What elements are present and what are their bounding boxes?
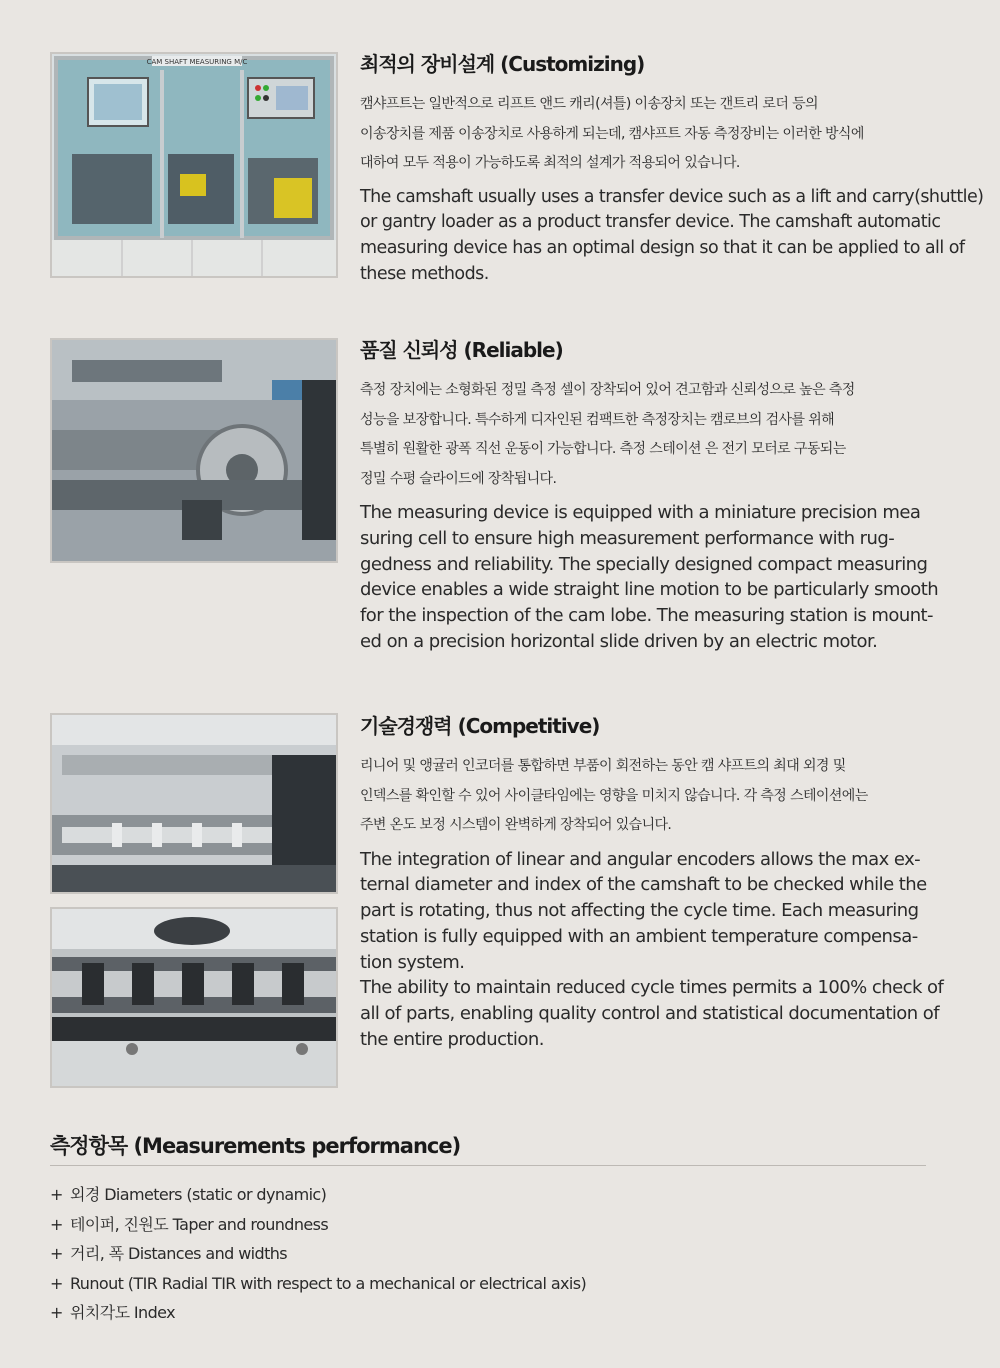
plus-icon: + [50,1273,63,1293]
plus-icon: + [50,1244,63,1263]
english-line: The camshaft usually uses a transfer device such as a lift and carry(shuttle) [360,186,984,207]
english-line: ed on a precision horizontal slide driven by an electric motor. [360,630,878,652]
korean-line: 이송장치를 제품 이송장치로 사용하게 되는데, 캠샤프트 자동 측정장비는 이러한 방식에 [360,125,864,142]
korean-line: 성능을 보장합니다. 특수하게 디자인된 컴팩트한 측정장치는 캠로브의 검사를 위해 [360,411,835,428]
english-line: all of parts, enabling quality control and statistical documentation of [360,1003,940,1025]
camshaft-image [52,909,336,1086]
english-line: these methods. [360,263,489,284]
english-line: or gantry loader as a product transfer device. The camshaft automatic [360,212,941,233]
encoder-photo [50,713,338,894]
english-line: measuring device has an optimal design so that it can be applied to all of [360,238,965,259]
korean-line: 정밀 수평 슬라이드에 장착됩니다. [360,470,557,487]
korean-line: 인덱스를 확인할 수 있어 사이클타임에는 영향을 미치지 않습니다. 각 측정 스테이션에는 [360,787,868,804]
korean-line: 특별히 원활한 광폭 직선 운동이 가능합니다. 측정 스테이션 은 전기 모터로 구동되는 [360,441,846,457]
korean-line: 대하여 모두 적용이 가능하도록 최적의 설계가 적용되어 있습니다. [360,155,740,171]
english-line: The measuring device is equipped with a miniature precision mea [360,502,921,523]
korean-description [360,752,952,841]
list-item: + 거리, 폭 Distances and widths [50,1239,586,1269]
english-description [360,185,984,288]
english-line: for the inspection of the cam lobe. The measuring station is mount- [360,605,934,627]
measuring-cell-photo [50,338,338,563]
korean-line: 주변 온도 보정 시스템이 완벽하게 장착되어 있습니다. [360,817,672,833]
english-line: The integration of linear and angular encoders allows the max ex- [360,848,921,870]
plus-icon: + [50,1185,63,1204]
camshaft-photo [50,907,338,1088]
english-line: ternal diameter and index of the camshaft to be checked while the [360,874,927,896]
divider [50,1165,926,1166]
section-heading: 기술경쟁력 (Competitive) [360,714,600,738]
english-line: part is rotating, thus not affecting the cycle time. Each measuring [360,900,919,922]
list-item: + 위치각도 Index [50,1298,586,1328]
list-item: + Runout (TIR Radial TIR with respect to a mechanical or electrical axis) [50,1269,586,1299]
list-item: + 외경 Diameters (static or dynamic) [50,1180,586,1210]
english-line: tion system. [360,951,465,973]
english-description [360,847,952,1053]
measurements-list [50,1180,586,1328]
english-description [360,500,952,655]
section-heading: 품질 신뢰성 (Reliable) [360,338,563,362]
english-line: The ability to maintain reduced cycle times permits a 100% check of [360,977,944,999]
measuring-cell-image [52,340,336,561]
korean-line: 캠샤프트는 일반적으로 리프트 앤드 캐리(셔틀) 이송장치 또는 갠트리 로더 등의 [360,96,818,112]
plus-icon: + [50,1303,63,1322]
korean-line: 측정 장치에는 소형화된 정밀 측정 셀이 장착되어 있어 견고함과 신뢰성으로 높은 측정 [360,382,855,398]
machine-photo [50,52,338,278]
english-line: station is fully equipped with an ambient temperature compensa- [360,925,918,947]
machine-label: CAM SHAFT MEASURING M/C [146,58,248,66]
list-item: + 테이퍼, 진원도 Taper and roundness [50,1210,586,1240]
encoder-image [52,715,336,892]
korean-description [360,376,952,494]
english-line: suring cell to ensure high measurement performance with rug- [360,527,895,549]
plus-icon: + [50,1214,63,1234]
korean-description [360,90,952,179]
english-line: gedness and reliability. The specially designed compact measuring [360,553,928,575]
measurements-title: 측정항목 (Measurements performance) [50,1134,461,1158]
camshaft-machine-image [52,54,336,276]
english-line: device enables a wide straight line motion to be particularly smooth [360,579,939,601]
english-line: the entire production. [360,1029,544,1051]
korean-line: 리니어 및 앵귤러 인코더를 통합하면 부품이 회전하는 동안 캠 샤프트의 최대 외경 및 [360,758,846,774]
section-heading: 최적의 장비설계 (Customizing) [360,52,645,76]
